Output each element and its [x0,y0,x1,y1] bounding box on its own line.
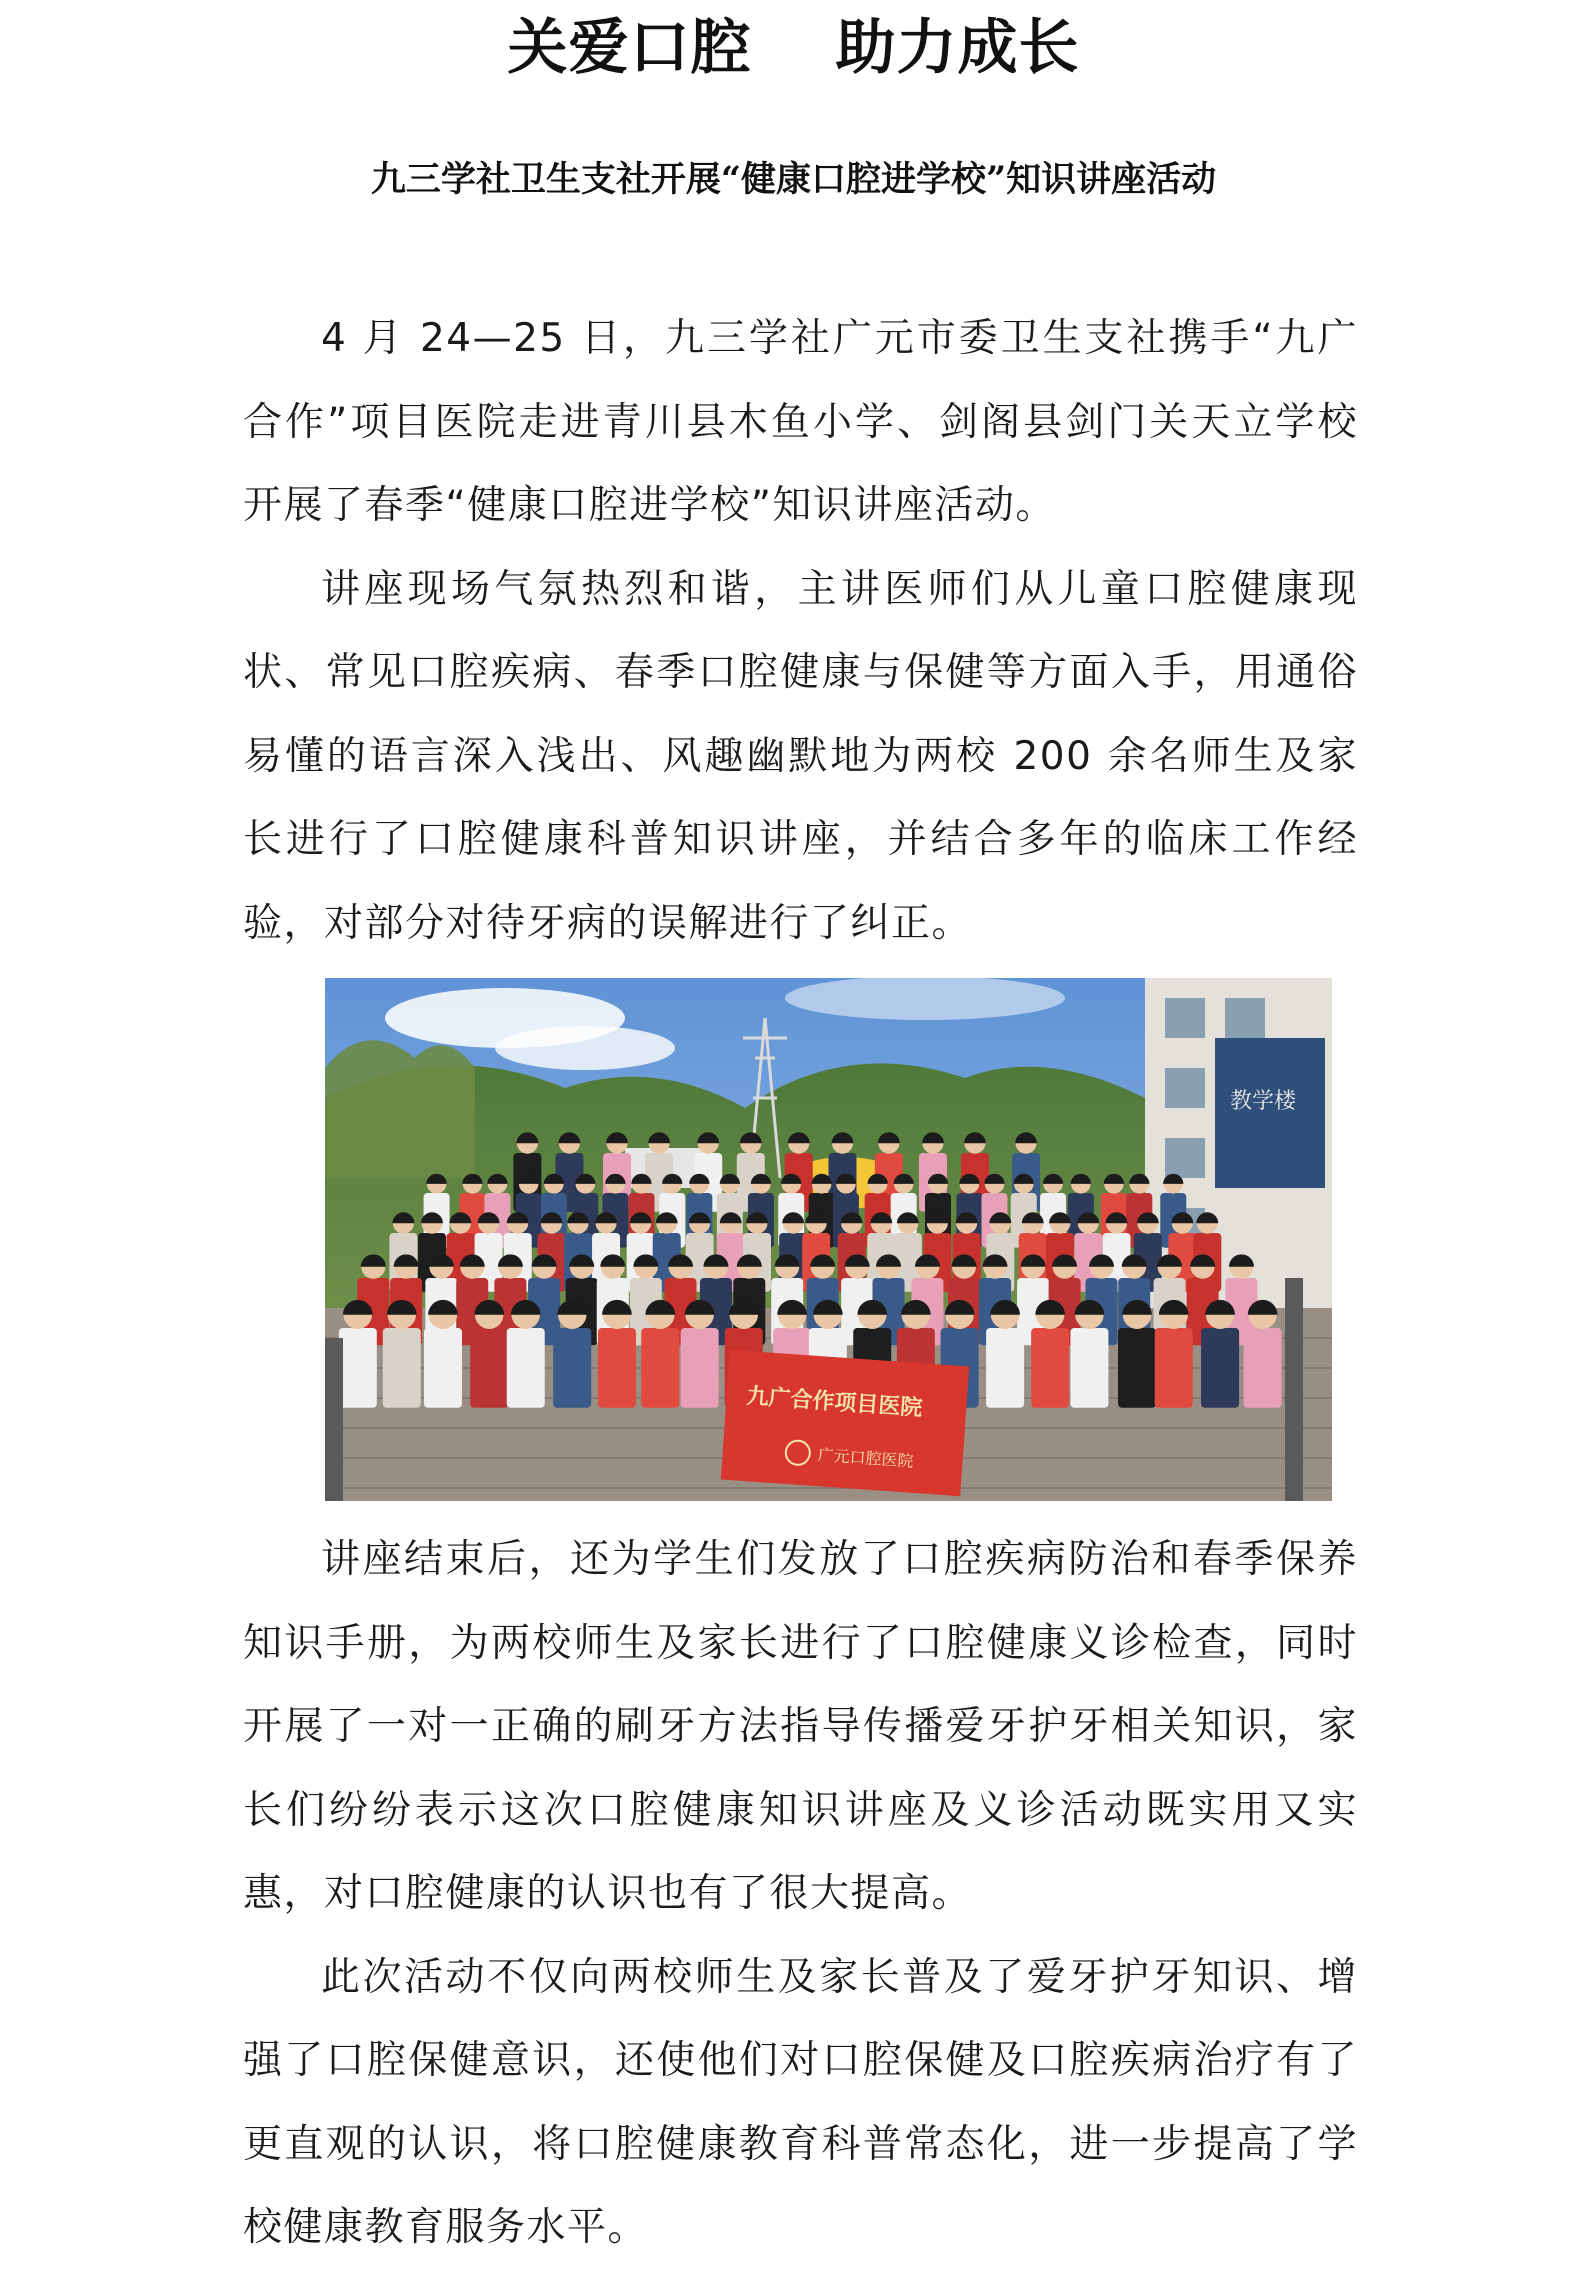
person-body [1118,1328,1156,1408]
person-body [339,1328,377,1408]
trees-left [325,1040,475,1178]
person-body [1201,1328,1239,1408]
banner-text: 九广合作项目医院 [745,1384,924,1422]
building-sign: 教学楼 [1230,1089,1297,1114]
person-body [681,1328,719,1408]
group-photo [325,978,1332,1501]
paragraph-1: 4 月 24—25 日，九三学社广元市委卫生支社携手“九广合作”项目医院走进青川县木鱼小学、剑阁县剑门关天立学校开展了春季“健康口腔进学校”知识讲座活动。 [243,316,1358,528]
person-body [986,1328,1024,1408]
cloud [495,1026,675,1070]
title-part-2: 助力成长 [835,13,1080,83]
cloud [785,978,1065,1020]
red-banner [721,1350,969,1496]
person-body [1031,1328,1069,1408]
article-body-top [243,297,1358,965]
title-part-1: 关爱口腔 [507,13,752,83]
person-body [641,1328,679,1408]
person-body [1244,1328,1282,1408]
person-body [507,1328,545,1408]
person-body [383,1328,421,1408]
paragraph-4: 此次活动不仅向两校师生及家长普及了爱牙护牙知识、增强了口腔保健意识，还使他们对口腔保健及口腔疾病治疗有了更直观的认识，将口腔健康教育科普常态化，进一步提高了学校健康教育服务水平。 [243,1954,1358,2250]
person-body [553,1328,591,1408]
person-body [424,1328,462,1408]
railing-left [325,1338,343,1501]
railing-right [1285,1278,1303,1501]
person-body [598,1328,636,1408]
group-photo-illustration [325,978,1332,1501]
article-subtitle: 九三学社卫生支社开展“健康口腔进学校”知识讲座活动 [370,159,1217,200]
banner-logo-text: 广元口腔医院 [817,1445,915,1471]
paragraph-3: 讲座结束后，还为学生们发放了口腔疾病防治和春季保养知识手册，为两校师生及家长进行了口腔健康义诊检查，同时开展了一对一正确的刷牙方法指导传播爱牙护牙相关知识，家长们纷纷表示这次口腔健康知识讲座及义诊活动既实用又实惠，对口腔健康的认识也有了很大提高。 [243,1537,1358,1916]
person-body [1155,1328,1193,1408]
person-body [1070,1328,1108,1408]
article-body-bottom [243,1518,1358,2270]
paragraph-2: 讲座现场气氛热烈和谐，主讲医师们从儿童口腔健康现状、常见口腔疾病、春季口腔健康与保健等方面入手，用通俗易懂的语言深入浅出、风趣幽默地为两校 200 余名师生及家长进行了口腔健康科普知识讲座，并结合多年的临床工作经验，对部分对待牙病的误解进行了纠正。 [243,566,1358,946]
person-body [470,1328,508,1408]
article-title [0,4,1587,92]
